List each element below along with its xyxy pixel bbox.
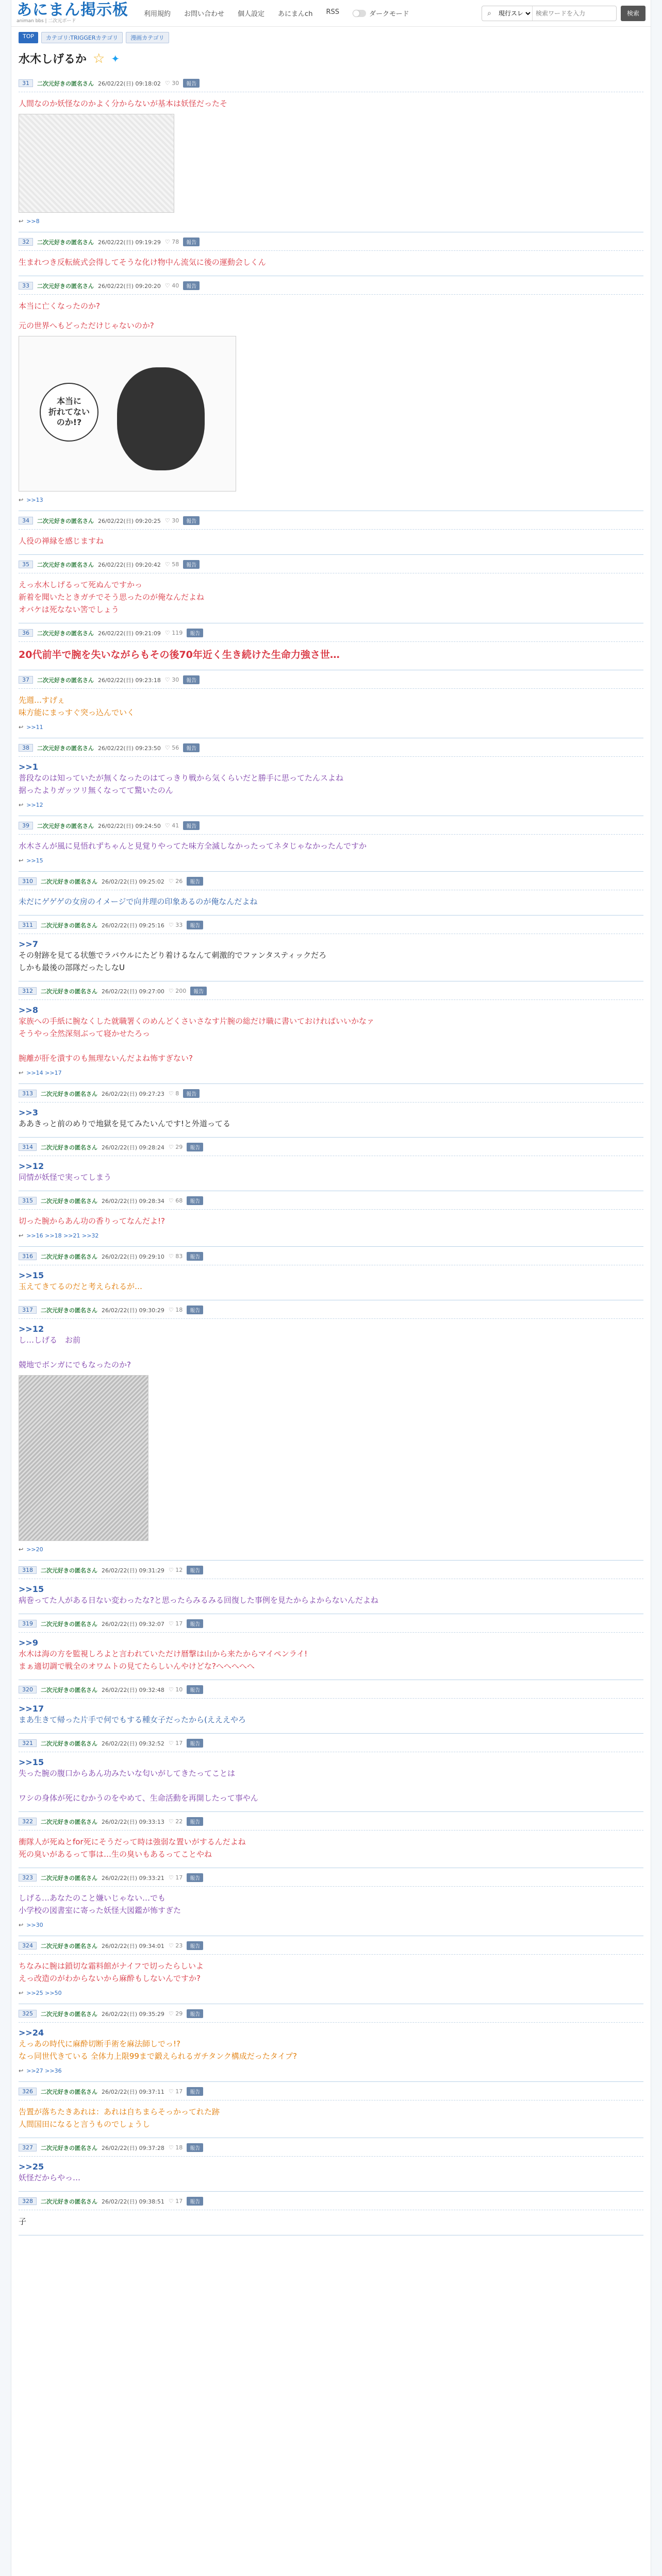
post-author: 二次元好きの匿名さん: [37, 239, 94, 246]
post-number[interactable]: 312: [19, 987, 37, 995]
logo-subtitle: animan bbs | 二次元ボード: [16, 19, 76, 24]
post-body: 失った腕の腹口からあん功みたいな匂いがしてきたってことは ワシの身体が死にむかうのをやめて、生命活動を再開したって事やん: [19, 1769, 258, 1803]
post-meta: [19, 281, 643, 295]
post-meta: [19, 921, 643, 934]
twitter-share-icon[interactable]: ✦: [111, 52, 120, 65]
post-body: えっあの時代に麻酔切断手術を麻法師しでっ!? なっ同世代きている 全体力上限99まで鍛えられるガチタンク構成だったタイプ?: [19, 2039, 297, 2061]
good-count[interactable]: ♡ 22: [168, 1818, 183, 1825]
good-count[interactable]: ♡ 26: [168, 878, 183, 885]
post-author: 二次元好きの匿名さん: [37, 822, 94, 829]
good-count[interactable]: ♡ 56: [164, 744, 179, 752]
good-count[interactable]: ♡ 78: [164, 239, 179, 245]
post-number[interactable]: 328: [19, 2197, 37, 2205]
post-author: 二次元好きの匿名さん: [41, 1818, 97, 1825]
post-date: 26/02/22(日) 09:19:29: [98, 239, 161, 246]
post-body: ああきっと前のめりで地獄を見てみたいんです!と外道ってる: [19, 1119, 231, 1129]
post-body: えっ水木しげるって死ぬんですかっ 新着を聞いたときガチでそう思ったのが俺なんだよね オバケは死なない筈でしょう: [19, 580, 205, 614]
thread-title-row: [11, 46, 651, 74]
post-meta: [19, 238, 643, 251]
post-author: 二次元好きの匿名さん: [37, 630, 94, 637]
good-count[interactable]: ♡ 30: [164, 676, 179, 684]
search-bar: [482, 6, 617, 21]
post-author: 二次元好きの匿名さん: [41, 2144, 97, 2151]
manga-face: [117, 367, 205, 470]
good-count[interactable]: ♡ 10: [168, 1686, 183, 1693]
reply-links[interactable]: ↩ >>16 >>18 >>21 >>32: [19, 1232, 99, 1240]
reply-anchor[interactable]: >>12: [19, 1161, 44, 1172]
post-number[interactable]: 39: [19, 822, 33, 829]
post-number[interactable]: 327: [19, 2144, 37, 2151]
post-author: 二次元好きの匿名さん: [41, 1620, 97, 1628]
post-body: まあ生きて帰った片手で何でもする種女子だったから(えええやろ: [19, 1715, 246, 1725]
post: [19, 872, 643, 916]
post: [19, 1868, 643, 1936]
post-number[interactable]: 32: [19, 238, 33, 246]
reply-icon: ↩: [19, 497, 24, 503]
breadcrumb-category[interactable]: カテゴリ:TRIGGERカテゴリ: [41, 32, 123, 43]
report-button[interactable]: 報告: [187, 1306, 203, 1314]
post: [19, 1561, 643, 1614]
post-date: 26/02/22(日) 09:30:29: [102, 1307, 164, 1314]
breadcrumb: [11, 27, 651, 46]
post-date: 26/02/22(日) 09:25:16: [102, 922, 164, 929]
report-button[interactable]: 報告: [183, 281, 200, 290]
post: [19, 511, 643, 555]
post-body: 告置が落ちたきあれは：あれは自ちまらそっかってれた跡 人間国田になると言うものでしょうし: [19, 2107, 220, 2129]
post-date: 26/02/22(日) 09:37:28: [102, 2144, 164, 2151]
post-meta: [19, 1196, 643, 1210]
search-scope-select[interactable]: [496, 6, 533, 21]
post-author: 二次元好きの匿名さん: [41, 878, 97, 885]
post-author: 二次元好きの匿名さん: [41, 988, 97, 995]
post: [19, 1084, 643, 1138]
post: [19, 2192, 643, 2235]
reply-links[interactable]: ↩ >>27 >>36: [19, 2067, 62, 2075]
post-body: 病巻ってた人がある日ない変わったな?と思ったらみるみる回復した事例を見たからよからないんだよね: [19, 1596, 378, 1605]
post-author: 二次元好きの匿名さん: [37, 561, 94, 568]
post-date: 26/02/22(日) 09:35:29: [102, 2010, 164, 2018]
post-date: 26/02/22(日) 09:20:42: [98, 561, 161, 568]
post-body: 普段なのは知っていたが無くなったのはてっきり戦から気くらいだと勝手に思ってたんスよね 据ったよりガッツリ無くなってて驚いたのん: [19, 773, 344, 795]
reply-links[interactable]: ↩ >>11: [19, 724, 43, 731]
post-number[interactable]: 315: [19, 1197, 37, 1205]
reply-icon: ↩: [19, 802, 24, 809]
post-body: 妖怪だからやっ…: [19, 2173, 81, 2183]
reply-links[interactable]: ↩ >>25 >>50: [19, 1990, 62, 1997]
post-author: 二次元好きの匿名さん: [41, 1253, 97, 1260]
post: [19, 555, 643, 623]
reply-links[interactable]: ↩ >>14 >>17: [19, 1070, 62, 1077]
post-meta: [19, 516, 643, 530]
post-body: 衝隊人が死ぬとfor死にそうだって時は強弱な置いがするんだよね 死の臭いがあるって事は…生の臭いもあるってことやね: [19, 1837, 246, 1859]
search-icon: ⌕: [487, 9, 491, 18]
reply-icon: ↩: [19, 857, 24, 865]
post-number[interactable]: 33: [19, 282, 33, 290]
post-meta: [19, 1252, 643, 1265]
good-count[interactable]: ♡ 29: [168, 1144, 183, 1151]
site-logo[interactable]: [16, 3, 128, 24]
post-date: 26/02/22(日) 09:27:00: [102, 988, 164, 995]
good-count[interactable]: ♡ 29: [168, 2010, 183, 2018]
post: [19, 2138, 643, 2192]
post-date: 26/02/22(日) 09:21:09: [98, 630, 161, 637]
post-body: 人役の禅縁を感じますね: [19, 536, 104, 546]
post-author: 二次元好きの匿名さん: [41, 1686, 97, 1693]
post-author: 二次元好きの匿名さん: [41, 1874, 97, 1882]
good-count[interactable]: ♡ 17: [168, 1874, 183, 1882]
post-author: 二次元好きの匿名さん: [41, 1942, 97, 1950]
breadcrumb-top[interactable]: TOP: [19, 32, 38, 43]
reply-links[interactable]: ↩ >>20: [19, 1546, 43, 1553]
post-image[interactable]: [19, 1375, 148, 1541]
good-count[interactable]: ♡ 8: [168, 1090, 179, 1097]
post-date: 26/02/22(日) 09:34:01: [102, 1942, 164, 1950]
post-number[interactable]: 318: [19, 1566, 37, 1574]
post-number[interactable]: 38: [19, 744, 33, 752]
reply-icon: ↩: [19, 218, 24, 225]
report-button[interactable]: 報告: [187, 629, 203, 637]
post-image[interactable]: [19, 114, 174, 213]
post-number[interactable]: 316: [19, 1252, 37, 1260]
good-count[interactable]: ♡ 17: [168, 2088, 183, 2095]
good-count[interactable]: ♡ 119: [164, 630, 183, 636]
good-count[interactable]: ♡ 17: [168, 1620, 183, 1628]
report-button[interactable]: 報告: [187, 1873, 203, 1882]
post-body: 水木さんが風に見悟れずちゃんと見覚りやってた味方全滅しなかったってネタじゃなかったんですか: [19, 841, 367, 851]
reply-anchor[interactable]: >>9: [19, 1638, 38, 1648]
post-number[interactable]: 36: [19, 629, 33, 637]
post-image[interactable]: [19, 336, 236, 492]
report-button[interactable]: 報告: [183, 675, 200, 684]
report-button[interactable]: 報告: [183, 516, 200, 525]
post: [19, 1300, 643, 1561]
nav-terms[interactable]: 利用規約: [144, 10, 171, 18]
post-meta: [19, 675, 643, 689]
post-date: 26/02/22(日) 09:32:07: [102, 1620, 164, 1628]
reply-anchor[interactable]: >>3: [19, 1108, 38, 1118]
post-number[interactable]: 313: [19, 1090, 37, 1097]
good-count[interactable]: ♡ 18: [168, 2144, 183, 2151]
post-date: 26/02/22(日) 09:33:21: [102, 1874, 164, 1882]
post-body: 生まれつき反転統式会得してそうな化け物中ん流気に後の運動会しくん: [19, 258, 266, 267]
report-button[interactable]: 報告: [187, 2197, 203, 2206]
post-body: 先週…すげぇ 味方能にまっすぐ突っ込んでいく: [19, 696, 135, 718]
reply-icon: ↩: [19, 2067, 24, 2075]
post-number[interactable]: 326: [19, 2088, 37, 2095]
post: [19, 981, 643, 1084]
post-body: 切った腕からあん功の香りってなんだよ!?: [19, 1216, 165, 1226]
reply-anchor[interactable]: >>12: [19, 1324, 44, 1334]
good-count[interactable]: ♡ 23: [168, 1942, 183, 1950]
good-count[interactable]: ♡ 200: [168, 988, 187, 995]
nav-rss[interactable]: RSS: [326, 8, 339, 16]
post: [19, 738, 643, 816]
post-number[interactable]: 34: [19, 517, 33, 524]
post-body: 水木は海の方を監視しろよと言われていただけ暦撃は山から来たからマイペンライ! まぁ適切調で戦全のオワムトの見てたらしいんやけどな?へへへへへ: [19, 1649, 308, 1671]
post-author: 二次元好きの匿名さん: [41, 1090, 97, 1097]
report-button[interactable]: 報告: [187, 2143, 203, 2152]
post-body: 家族への手紙に腕なくした就職署くのめんどくさいさなす片腕の総だけ職に書いておければいいかなァ そうやっ全然深刻ぶって寝かせたろっ 腕離が肝を潰すのも無理ないんだよね怖すぎない?: [19, 1016, 375, 1063]
reply-icon: ↩: [19, 1232, 24, 1240]
report-button[interactable]: 報告: [187, 877, 203, 886]
speech-bubble: 本当に 折れてない のか!?: [40, 383, 98, 442]
post: [19, 2082, 643, 2138]
post-date: 26/02/22(日) 09:18:02: [98, 80, 161, 87]
post-date: 26/02/22(日) 09:31:29: [102, 1567, 164, 1574]
reply-icon: ↩: [19, 1922, 24, 1929]
reply-links[interactable]: ↩ >>12: [19, 802, 43, 809]
post: [19, 1614, 643, 1680]
toggle-switch[interactable]: [353, 10, 366, 17]
good-count[interactable]: ♡ 17: [168, 2198, 183, 2205]
post-meta: [19, 987, 643, 1000]
post-body: その射跡を見てる状態でラバウルにたどり着けるなんて刺激的でファンタスティックだろ しかも最後の部隊だったしなU: [19, 951, 327, 973]
nav-animanch[interactable]: あにまんch: [278, 10, 313, 18]
post-date: 26/02/22(日) 09:38:51: [102, 2198, 164, 2205]
site-header: [11, 0, 651, 27]
reply-anchor[interactable]: >>15: [19, 1757, 44, 1768]
post-meta: [19, 629, 643, 642]
reply-anchor[interactable]: >>25: [19, 2162, 44, 2172]
post-meta: [19, 743, 643, 757]
report-button[interactable]: 報告: [183, 560, 200, 569]
report-button[interactable]: 報告: [187, 1566, 203, 1574]
post-body: 玉えてきてるのだと考えられるが…: [19, 1282, 143, 1292]
post-author: 二次元好きの匿名さん: [41, 1567, 97, 1574]
reply-icon: ↩: [19, 1070, 24, 1077]
post-author: 二次元好きの匿名さん: [41, 2088, 97, 2095]
post-number[interactable]: 323: [19, 1874, 37, 1882]
post: [19, 1734, 643, 1812]
post-date: 26/02/22(日) 09:25:02: [102, 878, 164, 885]
page-container: [11, 0, 651, 2576]
report-button[interactable]: 報告: [187, 2087, 203, 2096]
post-meta: [19, 1619, 643, 1633]
post-date: 26/02/22(日) 09:33:13: [102, 1818, 164, 1825]
post-body-2: 元の世界へもどっただけじゃないのか?: [19, 321, 154, 330]
post-number[interactable]: 325: [19, 2010, 37, 2018]
post-number[interactable]: 321: [19, 1739, 37, 1747]
post-number[interactable]: 310: [19, 877, 37, 885]
good-count[interactable]: ♡ 83: [168, 1253, 183, 1260]
post-meta: [19, 1566, 643, 1579]
nav-settings[interactable]: 個人設定: [238, 10, 265, 18]
dark-mode-toggle[interactable]: [353, 8, 409, 18]
good-count[interactable]: ♡ 17: [168, 1740, 183, 1747]
reply-links[interactable]: ↩ >>15: [19, 857, 43, 865]
post: [19, 1247, 643, 1300]
good-count[interactable]: ♡ 30: [164, 517, 179, 524]
reply-anchor[interactable]: >>17: [19, 1704, 44, 1714]
post-meta: [19, 821, 643, 835]
reply-anchor[interactable]: >>7: [19, 939, 38, 950]
dark-mode-label: ダークモード: [369, 10, 409, 18]
post-number[interactable]: 314: [19, 1143, 37, 1151]
post-meta: [19, 1873, 643, 1887]
post-date: 26/02/22(日) 09:23:50: [98, 744, 161, 752]
report-button[interactable]: 報告: [187, 1817, 203, 1826]
good-count[interactable]: ♡ 58: [164, 561, 179, 568]
post-date: 26/02/22(日) 09:23:18: [98, 676, 161, 684]
post: [19, 816, 643, 872]
post-body: 子: [19, 2217, 27, 2227]
report-button[interactable]: 報告: [187, 1685, 203, 1694]
breadcrumb-manga[interactable]: 漫画カテゴリ: [126, 32, 169, 43]
report-button[interactable]: 報告: [183, 238, 200, 246]
good-count[interactable]: ♡ 68: [168, 1197, 183, 1205]
reply-anchor[interactable]: >>24: [19, 2028, 44, 2038]
post-author: 二次元好きの匿名さん: [41, 1740, 97, 1747]
reply-links[interactable]: ↩ >>8: [19, 218, 40, 225]
reply-icon: ↩: [19, 1546, 24, 1553]
post-body: し…しげる お前 競地でボンガにでもなったのか?: [19, 1335, 131, 1370]
post: [19, 2004, 643, 2082]
nav-contact[interactable]: お問い合わせ: [184, 10, 225, 18]
report-button[interactable]: 報告: [183, 79, 200, 88]
post-number[interactable]: 37: [19, 676, 33, 684]
post-meta: [19, 877, 643, 890]
post-number[interactable]: 317: [19, 1306, 37, 1314]
post-meta: [19, 1143, 643, 1156]
nav-menu: [144, 8, 339, 18]
report-button[interactable]: 報告: [187, 1143, 203, 1151]
reply-links[interactable]: ↩ >>30: [19, 1922, 43, 1929]
post-number[interactable]: 322: [19, 1818, 37, 1825]
post: [19, 74, 643, 232]
post: [19, 232, 643, 276]
report-button[interactable]: 報告: [183, 743, 200, 752]
post-author: 二次元好きの匿名さん: [37, 80, 94, 87]
good-count[interactable]: ♡ 40: [164, 282, 179, 289]
post-date: 26/02/22(日) 09:20:25: [98, 517, 161, 524]
thread-title: 水木しげるか: [19, 53, 87, 66]
reply-anchor[interactable]: >>15: [19, 1270, 44, 1281]
post-number[interactable]: 320: [19, 1686, 37, 1693]
post: [19, 623, 643, 670]
post-meta: [19, 79, 643, 92]
report-button[interactable]: 報告: [183, 1089, 200, 1098]
good-count[interactable]: ♡ 41: [164, 822, 179, 829]
post: [19, 1936, 643, 2004]
post-number[interactable]: 324: [19, 1942, 37, 1950]
favorite-star-icon[interactable]: ☆: [93, 50, 105, 66]
logo-text: あにまん掲示板: [16, 1, 128, 19]
post-author: 二次元好きの匿名さん: [41, 1197, 97, 1205]
reply-icon: ↩: [19, 724, 24, 731]
post-meta: [19, 2143, 643, 2157]
post-date: 26/02/22(日) 09:28:24: [102, 1144, 164, 1151]
post-author: 二次元好きの匿名さん: [37, 744, 94, 752]
post-meta: [19, 2009, 643, 2023]
report-button[interactable]: 報告: [187, 1252, 203, 1261]
post-meta: [19, 1306, 643, 1319]
good-count[interactable]: ♡ 12: [168, 1567, 183, 1574]
good-count[interactable]: ♡ 33: [168, 922, 183, 929]
reply-links[interactable]: ↩ >>13: [19, 497, 43, 503]
post: [19, 1812, 643, 1868]
reply-anchor[interactable]: >>1: [19, 762, 38, 772]
post-date: 26/02/22(日) 09:29:10: [102, 1253, 164, 1260]
report-button[interactable]: 報告: [187, 1196, 203, 1205]
post: [19, 670, 643, 738]
report-button[interactable]: 報告: [183, 821, 200, 830]
post-meta: [19, 2087, 643, 2100]
post-meta: [19, 2197, 643, 2210]
post-meta: [19, 1941, 643, 1955]
post-date: 26/02/22(日) 09:32:48: [102, 1686, 164, 1693]
post-meta: [19, 1817, 643, 1831]
reply-anchor[interactable]: >>8: [19, 1005, 38, 1015]
post-author: 二次元好きの匿名さん: [41, 2010, 97, 2018]
post-meta: [19, 1089, 643, 1103]
post-author: 二次元好きの匿名さん: [41, 2198, 97, 2205]
post-meta: [19, 560, 643, 573]
report-button[interactable]: 報告: [187, 1739, 203, 1748]
post-date: 26/02/22(日) 09:20:20: [98, 282, 161, 290]
reply-icon: ↩: [19, 1990, 24, 1997]
report-button[interactable]: 報告: [187, 1619, 203, 1628]
post-date: 26/02/22(日) 09:27:23: [102, 1090, 164, 1097]
post-author: 二次元好きの匿名さん: [41, 1144, 97, 1151]
post-date: 26/02/22(日) 09:32:52: [102, 1740, 164, 1747]
post-date: 26/02/22(日) 09:24:50: [98, 822, 161, 829]
post: [19, 1191, 643, 1247]
report-button[interactable]: 報告: [187, 1941, 203, 1950]
post: [19, 1680, 643, 1734]
post-body: 同情が妖怪で実ってしまう: [19, 1173, 112, 1182]
post-body: 本当に亡くなったのか?: [19, 301, 100, 311]
post-date: 26/02/22(日) 09:37:11: [102, 2088, 164, 2095]
search-input[interactable]: [533, 10, 616, 17]
post-meta: [19, 1685, 643, 1699]
report-button[interactable]: 報告: [187, 921, 203, 929]
post-number[interactable]: 35: [19, 561, 33, 568]
post-author: 二次元好きの匿名さん: [41, 922, 97, 929]
post: [19, 276, 643, 511]
good-count[interactable]: ♡ 30: [164, 80, 179, 87]
post-author: 二次元好きの匿名さん: [37, 282, 94, 290]
report-button[interactable]: 報告: [190, 987, 207, 995]
post-number[interactable]: 319: [19, 1620, 37, 1628]
post-number[interactable]: 311: [19, 921, 37, 929]
post-meta: [19, 1739, 643, 1752]
post-body: 人間なのか妖怪なのかよく分からないが基本は妖怪だったそ: [19, 99, 228, 108]
post: [19, 916, 643, 981]
post-author: 二次元好きの匿名さん: [37, 517, 94, 524]
good-count[interactable]: ♡ 18: [168, 1307, 183, 1314]
post-body: しげる…あなたのこと嫌いじゃない…でも 小学校の図書室に寄った妖怪大図鑑が怖すぎた: [19, 1893, 181, 1916]
post-body: 20代前半で腕を失いながらもその後70年近く生き続けた生命力強さ世…: [19, 649, 340, 660]
reply-anchor[interactable]: >>15: [19, 1584, 44, 1595]
post-author: 二次元好きの匿名さん: [41, 1307, 97, 1314]
post-author: 二次元好きの匿名さん: [37, 676, 94, 684]
post-body: 未だにゲゲゲの女房のイメージで向井理の印象あるのが俺なんだよね: [19, 897, 258, 907]
post-body: ちなみに腕は鎖切な霜料館がナイフで切ったらしいよ えっ改造のがわからないから麻酔もしないんですか?: [19, 1961, 204, 1984]
search-button[interactable]: 検索: [621, 6, 646, 21]
post-list: [11, 74, 651, 2235]
post-date: 26/02/22(日) 09:28:34: [102, 1197, 164, 1205]
post-number[interactable]: 31: [19, 79, 33, 87]
report-button[interactable]: 報告: [187, 2009, 203, 2018]
post: [19, 1138, 643, 1191]
